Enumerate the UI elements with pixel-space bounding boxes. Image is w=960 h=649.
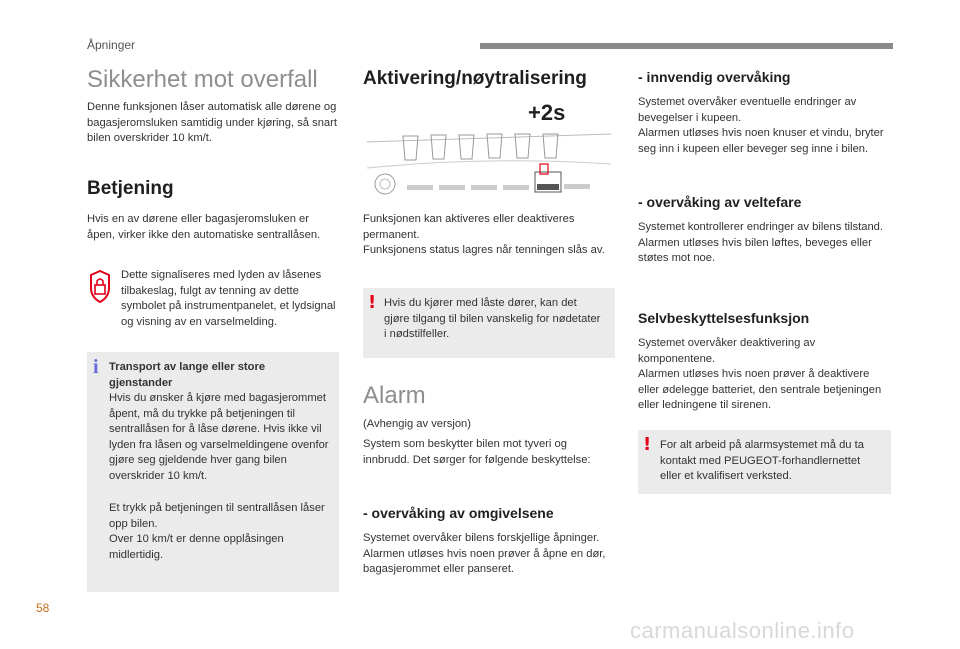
selvbeskyttelse-text: Systemet overvåker deaktivering av komponentene. Alarmen utløses hvis noen prøver å deaktivere eller ødelegge batteriet, den sentrale betjeningen eller ledningene til sirenen. [638, 337, 882, 412]
alarm-text: System som beskytter bilen mot tyveri og innbrudd. Det sørger for følgende beskyttelse: [363, 438, 591, 466]
alarm-title: Alarm [363, 382, 426, 409]
signal-text: Dette signaliseres med lyden av låsenes tilbakeslag, fulgt av tenning av dette symbolet på instrumentpanelet, et lydsignal og visning av en varselmelding. [121, 269, 336, 328]
page-number: 58 [36, 601, 50, 615]
warning-icon: ! [643, 434, 652, 455]
alarm-warning: For alt arbeid på alarmsystemet må du ta kontakt med PEUGEOT-forhandlernettet eller et kvalifisert verksted. [660, 439, 864, 483]
aktivering-heading: Aktivering/nøytralisering [363, 68, 587, 89]
info-icon: i [93, 356, 99, 378]
veltefare-heading: - overvåking av veltefare [638, 194, 802, 210]
alarm-version: (Avhengig av versjon) [363, 418, 471, 430]
watermark: carmanualsonline.info [630, 618, 855, 643]
veltefare-text: Systemet kontrollerer endringer av bilens tilstand. Alarmen utløses hvis bilen løftes, beveges eller støtes mot noe. [638, 221, 883, 265]
selvbeskyttelse-heading: Selvbeskyttelsesfunksjon [638, 310, 810, 326]
aktivering-text: Funksjonen kan aktiveres eller deaktiveres permanent. Funksjonens status lagres når tenningen slås av. [363, 213, 605, 257]
header-bar [480, 43, 893, 49]
intro-text: Denne funksjonen låser automatisk alle dørene og bagasjeromsluken samtidig under kjøring, så snart bilen overskrider 10 km/t. [87, 101, 337, 145]
innvendig-text: Systemet overvåker eventuelle endringer av bevegelser i kupeen. Alarmen utløses hvis noen knuser et vindu, bryter seg inn i kupeen eller beveger seg inne i bilen. [638, 96, 884, 155]
betjening-text: Hvis en av dørene eller bagasjeromsluken er åpen, virker ikke den automatiske sentrallåsen. [87, 213, 321, 241]
warning-icon: ! [368, 292, 377, 313]
info-box-title: Transport av lange eller store gjenstander [109, 361, 266, 389]
omgivelsene-text: Systemet overvåker bilens forskjellige åpninger. Alarmen utløses hvis noen prøver å åpne en dør, bagasjerommet eller panseret. [363, 532, 606, 576]
info-box-line-2: Et trykk på betjeningen til sentrallåsen låser opp bilen. [109, 502, 325, 530]
section-label: Åpninger [87, 38, 136, 52]
dashboard-illustration [363, 128, 615, 200]
aktivering-warning: Hvis du kjører med låste dører, kan det gjøre tilgang til bilen vanskelig for nødetater i nødstilfeller. [384, 297, 601, 341]
anti-theft-lock-icon [85, 268, 115, 308]
info-box-line-3: Over 10 km/t er denne opplåsingen midlertidig. [109, 533, 284, 561]
hold-duration-label: +2s [528, 100, 566, 125]
info-box-line-1: Hvis du ønsker å kjøre med bagasjerommet åpent, må du trykke på betjeningen til sentrallåsen for å låse dørene. Hvis ikke vil lyden fra låsen og varselmeldingene ovenfor gjøre seg gjeldende hver gang bilen overskrider 10 km/t. [109, 392, 329, 482]
betjening-heading: Betjening [87, 178, 174, 199]
innvendig-heading: - innvendig overvåking [638, 69, 791, 85]
omgivelsene-heading: - overvåking av omgivelsene [363, 505, 554, 521]
page-title: Sikkerhet mot overfall [87, 66, 318, 93]
